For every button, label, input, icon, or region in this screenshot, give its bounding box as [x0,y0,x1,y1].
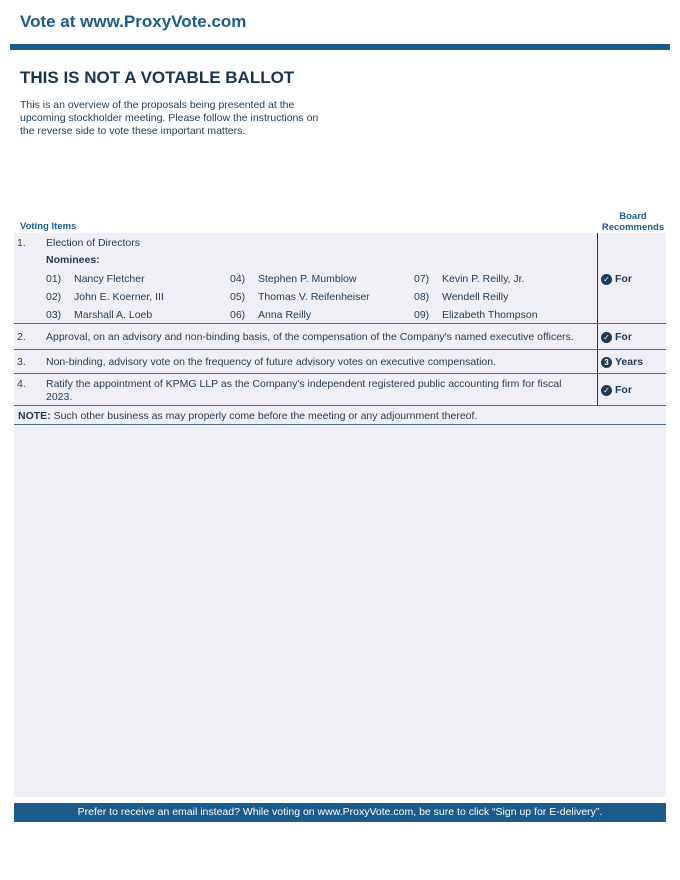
proxyvote-link[interactable]: Vote at www.ProxyVote.com [20,12,247,31]
row-divider [14,405,666,406]
nominee-name: Stephen P. Mumblow [258,273,357,285]
recommendation-value: For [615,331,632,343]
nominee-number: 03) [46,309,62,321]
item-text-continued: 2023. [46,391,73,403]
row-divider [14,323,666,324]
item-number: 3. [17,356,26,368]
nominee-number: 02) [46,291,62,303]
item1-recommendation [601,273,632,285]
page-title: THIS IS NOT A VOTABLE BALLOT [20,68,295,87]
item-text: Approval, on an advisory and non-binding basis, of the compensation of the Company's named executive officers. [46,331,574,343]
nominees-label: Nominees: [46,254,100,266]
board-header-line: Board [619,211,647,222]
row-divider [14,349,666,350]
intro-line: This is an overview of the proposals being presented at the [20,99,295,111]
note-text: Such other business as may properly come before the meeting or any adjournment thereof. [53,410,478,422]
nominee-name: Wendell Reilly [442,291,509,303]
item-text: Ratify the appointment of KPMG LLP as the Company's independent registered public accounting firm for fiscal [46,378,562,390]
nominee-number: 06) [230,309,246,321]
nominee-name: Anna Reilly [258,309,312,321]
item-number: 2. [17,331,26,343]
intro-text [20,99,340,138]
item3-recommendation [601,356,643,368]
recommendation-divider [597,233,598,405]
nominee-number: 08) [414,291,430,303]
nominee-name: Kevin P. Reilly, Jr. [442,273,525,285]
nominee-number: 07) [414,273,430,285]
nominee-name: John E. Koerner, III [74,291,164,303]
number-circle-icon: 3 [601,357,612,368]
nominee-number: 09) [414,309,430,321]
row-divider [14,373,666,374]
nominee-name: Elizabeth Thompson [442,309,538,321]
nominee-number: 05) [230,291,246,303]
note [18,410,477,422]
recommendation-value: Years [615,356,644,368]
item2-recommendation [601,331,632,343]
nominee-name: Thomas V. Reifenheiser [258,291,370,303]
edelivery-banner: Prefer to receive an email instead? While voting on www.ProxyVote.com, be sure to click “Sign up for E-delivery”. [14,803,666,822]
intro-line: upcoming stockholder meeting. Please follow the instructions on [20,112,319,124]
item-number: 4. [17,378,26,390]
item4-recommendation [601,384,632,396]
nominee-number: 04) [230,273,246,285]
intro-line: the reverse side to vote these important matters. [20,125,246,137]
voting-items-header: Voting Items [20,221,77,232]
board-recommends-header [598,212,668,233]
check-circle-icon: ✓ [601,332,612,343]
header-rule [10,44,670,50]
nominee-name: Nancy Fletcher [74,273,145,285]
check-circle-icon: ✓ [601,385,612,396]
nominee-name: Marshall A. Loeb [74,309,153,321]
note-label: NOTE: [18,410,51,422]
board-header-line: Recommends [601,221,665,233]
recommendation-value: For [615,384,632,396]
row-divider [14,424,666,425]
nominee-number: 01) [46,273,62,285]
item-number: 1. [17,237,26,249]
item-text: Non-binding, advisory vote on the frequency of future advisory votes on executive compensation. [46,356,497,368]
check-circle-icon: ✓ [601,274,612,285]
item-text: Election of Directors [46,237,140,249]
recommendation-value: For [615,273,632,285]
